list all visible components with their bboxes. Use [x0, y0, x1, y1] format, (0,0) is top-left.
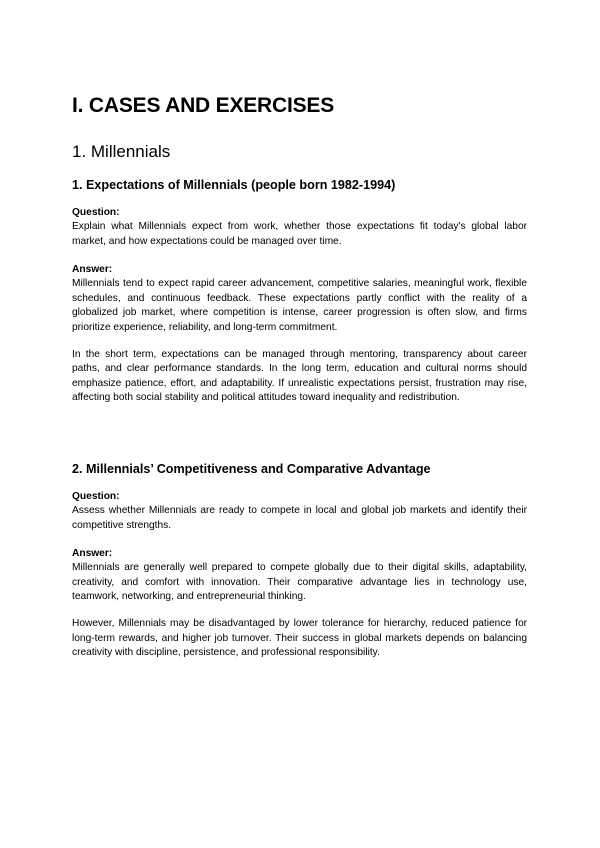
- answer-label: Answer:: [72, 264, 113, 276]
- question-label: Question:: [72, 207, 120, 218]
- answer-paragraph: In the short term, expectations can be managed through mentoring, transparency about career paths, and clear performance standards. In the long term, education and cultural norms should emphasize patience, effort, and adaptability. If unrealistic expectations persist, frustration may rise, affecting both social stability and political attitudes toward inequality and redistribution.: [72, 348, 527, 404]
- case-heading: 1. Expectations of Millennials (people born 1982-1994): [72, 178, 396, 192]
- answer-paragraph: Millennials tend to expect rapid career advancement, competitive salaries, meaningful work, flexible schedules, and continuous feedback. These expectations partly conflict with the reality of a globalized job market, where competition is intense, career progression is often slow, and firms prioritize experience, reliability, and long-term commitment.: [72, 278, 527, 333]
- page-title: I. CASES AND EXERCISES: [72, 94, 335, 117]
- question-text: Explain what Millennials expect from work, whether those expectations fit today's global labor market, and how expectations could be managed over time.: [72, 221, 527, 247]
- question-label: Question:: [72, 491, 120, 502]
- answer-label: Answer:: [72, 548, 113, 560]
- answer-paragraph: However, Millennials may be disadvantaged by lower tolerance for hierarchy, reduced patience for long-term rewards, and higher job turnover. Their success in global markets depends on balancing creativity with discipline, persistence, and professional responsibility.: [72, 617, 527, 659]
- answer-paragraph: Millennials are generally well prepared to compete globally due to their digital skills, adaptability, creativity, and comfort with innovation. Their comparative advantage lies in technology use, teamwork, networking, and entrepreneurial thinking.: [72, 562, 527, 603]
- question-text: Assess whether Millennials are ready to compete in local and global job markets and identify their competitive strengths.: [72, 505, 527, 531]
- case-heading: 2. Millennials’ Competitiveness and Comparative Advantage: [72, 462, 431, 476]
- case-2: [72, 462, 527, 661]
- section-heading: 1. Millennials: [72, 142, 171, 161]
- case-1: [72, 178, 527, 406]
